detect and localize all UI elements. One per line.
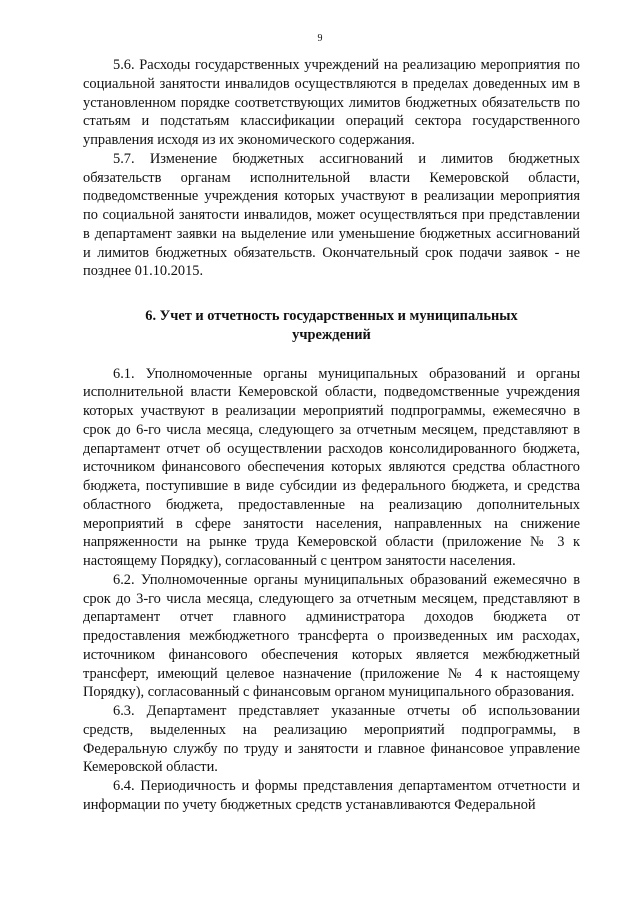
section-heading: 6. Учет и отчетность государственных и муниципальных учреждений: [145, 308, 518, 343]
paragraph-5-6: 5.6. Расходы государственных учреждений на реализацию мероприятия по социальной занятости инвалидов осуществляются в пределах доведенных им в установленном порядке соответствующих лимитов бюджетных обязательств по статьям и подстатьям классификации операций сектора государственного управления исходя из их экономического содержания.: [83, 57, 580, 148]
section-body: [83, 365, 580, 815]
paragraph-6-4: 6.4. Периодичность и формы представления департаментом отчетности и информации по учету бюджетных средств устанавливаются Федеральной: [83, 778, 580, 813]
paragraph-6-3: 6.3. Департамент представляет указанные отчеты об использовании средств, выделенных на реализацию мероприятий подпрограммы, в Федеральную службу по труду и занятости и главное финансовое управление Кемеровской области.: [83, 703, 580, 776]
paragraph-5-7: 5.7. Изменение бюджетных ассигнований и лимитов бюджетных обязательств органам исполнительной власти Кемеровской области, подведомственные учреждения которых участвуют в реализации мероприятия по социальной занятости инвалидов, может осуществляться при представлении в департамент заявки на выделение или уменьшение бюджетных ассигнований и лимитов бюджетных обязательств. Окончательный срок подачи заявок - не позднее 01.10.2015.: [83, 150, 580, 280]
paragraph-6-2: 6.2. Уполномоченные органы муниципальных образований ежемесячно в срок до 3-го числа месяца, следующего за отчетным месяцем, представляют в департамент отчет главного администратора доходов бюджета от предоставления межбюджетного трансферта о произведенных им расходах, источником финансового обеспечения которых является межбюджетный трансферт, имеющий целевое назначение (приложение № 4 к настоящему Порядку), согласованный с финансовым органом муниципального образования.: [83, 571, 580, 701]
document-body: [83, 56, 580, 815]
paragraph-6-1: 6.1. Уполномоченные органы муниципальных образований и органы исполнительной власти Кемеровской области, подведомственные учреждения которых участвуют в реализации мероприятий подпрограммы, ежемесячно в срок до 6-го числа месяца, следующего за отчетным месяцем, представляют в департамент отчет об осуществлении расходов консолидированного бюджета, источником финансового обеспечения которых являются средства областного бюджета, поступившие в виде субсидии из федерального бюджета, и средства областного бюджета, предоставленные на реализацию дополнительных мероприятий в сфере занятости населения, направленных на снижение напряженности на рынке труда Кемеровской области (приложение № 3 к настоящему Порядку), согласованный с центром занятости населения.: [83, 365, 580, 569]
page-number: 9: [317, 33, 323, 44]
